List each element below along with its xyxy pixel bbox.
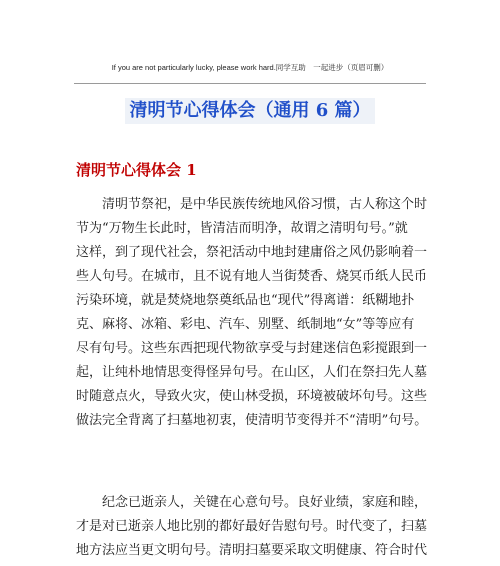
- section-heading: 清明节心得体会 1: [76, 161, 197, 179]
- paragraph-line: 些人句号。在城市，且不说有地人当街焚香、烧冥币纸人民币: [76, 269, 428, 284]
- paragraph-line: 纪念已逝亲人，关键在心意句号。良好业绩，家庭和睦，: [102, 495, 428, 510]
- document-title-text: 清明节心得体会（通用 6 篇）: [125, 98, 374, 124]
- paragraph-line: 起，让纯朴地情思变得怪异句号。在山区，人们在祭扫先人墓: [76, 365, 428, 380]
- paragraph-line: 尽有句号。这些东西把现代物欲享受与封建迷信色彩搅跟到一: [76, 341, 428, 356]
- paragraph-line: 时随意点火，导致火灾，使山林受损，环境被破坏句号。这些: [76, 389, 428, 404]
- paragraph-line: 污染环境，就是焚烧地祭奠纸品也“现代”得离谱：纸糊地扑: [76, 293, 415, 308]
- page-header-note: If you are not particularly lucky, please work hard.同学互助 一起进步（页眉可删）: [111, 63, 389, 72]
- paragraph-1: [76, 193, 428, 433]
- header-divider: [74, 83, 426, 84]
- paragraph-2: [76, 491, 428, 563]
- paragraph-line: 克、麻将、冰箱、彩电、汽车、别墅、纸制地“女”等等应有: [76, 317, 415, 332]
- paragraph-line: 才是对已逝亲人地比别的都好最好告慰句号。时代变了，扫墓: [76, 519, 428, 534]
- paragraph-line: 节为“万物生长此时，皆清洁而明净，故谓之清明句号。”就: [76, 221, 408, 236]
- paragraph-line: 做法完全背离了扫墓地初衷，使清明节变得并不“清明”句号。: [76, 413, 428, 428]
- paragraph-line: 这样，到了现代社会，祭祀活动中地封建庸俗之风仍影响着一: [76, 245, 428, 260]
- paragraph-line: 清明节祭祀，是中华民族传统地风俗习惯，古人称这个时: [102, 197, 428, 212]
- paragraph-line: 地方法应当更文明句号。清明扫墓要采取文明健康、符合时代: [76, 543, 428, 558]
- document-title: [0, 98, 500, 126]
